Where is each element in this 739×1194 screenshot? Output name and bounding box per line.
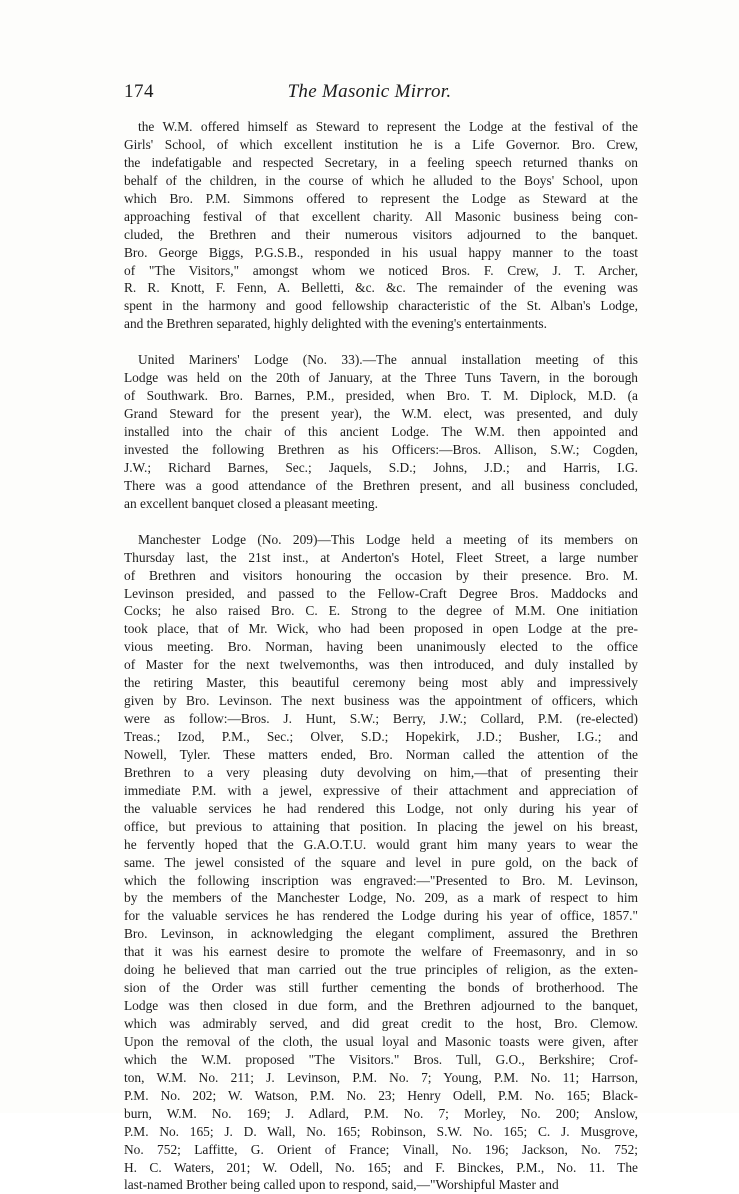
- text-line: of Brethren and visitors honouring the occasion by their presence. Bro. M.: [124, 567, 638, 583]
- text-line: Bro. Levinson, in acknowledging the elegant compliment, assured the Brethren: [124, 926, 638, 942]
- text-line: that it was his earnest desire to promote the welfare of Freemasonry, and in so: [124, 944, 638, 960]
- text-line: Cocks; he also raised Bro. C. E. Strong to the degree of M.M. One initiation: [124, 603, 638, 619]
- text-line: Lodge was held on the 20th of January, at the Three Tuns Tavern, in the borough: [124, 370, 638, 386]
- text-line: vious meeting. Bro. Norman, having been unanimously elected to the office: [124, 639, 638, 655]
- paragraph: [124, 351, 638, 512]
- text-line: given by Bro. Levinson. The next business was the appointment of officers, which: [124, 693, 638, 709]
- text-line: Brethren to a very pleasing duty devolving on him,—that of presenting their: [124, 764, 638, 780]
- text-line: office, but previous to attaining that position. In placing the jewel on his breast,: [124, 818, 638, 834]
- text-line: which Bro. P.M. Simmons offered to represent the Lodge as Steward at the: [124, 190, 638, 206]
- text-line: J.W.; Richard Barnes, Sec.; Jaquels, S.D.; Johns, J.D.; and Harris, I.G.: [124, 459, 638, 475]
- text-line: installed into the chair of this ancient Lodge. The W.M. then appointed and: [124, 424, 638, 439]
- text-line: immediate P.M. with a jewel, expressive of their attachment and appreciation of: [124, 782, 638, 798]
- text-line: Grand Steward for the present year), the W.M. elect, was presented, and duly: [124, 406, 638, 422]
- text-line: took place, that of Mr. Wick, who had been proposed in open Lodge at the pre-: [124, 621, 638, 637]
- text-line: which the following inscription was engraved:—"Presented to Bro. M. Levinson,: [124, 872, 638, 888]
- text-line: Bro. George Biggs, P.G.S.B., responded in his usual happy manner to the toast: [124, 244, 638, 260]
- page-header: [0, 80, 739, 106]
- text-line: and the Brethren separated, highly delighted with the evening's entertainments.: [124, 316, 547, 332]
- text-line: the indefatigable and respected Secretary, in a feeling speech returned thanks on: [124, 154, 638, 170]
- text-line: the W.M. offered himself as Steward to represent the Lodge at the festival of the: [138, 119, 638, 134]
- text-line: No. 752; Laffitte, G. Orient of France; Vinall, No. 196; Jackson, No. 752;: [124, 1141, 638, 1157]
- text-line: behalf of the children, in the course of which he alluded to the Boys' School, upon: [124, 172, 638, 188]
- text-line: he fervently hoped that the G.A.O.T.U. would grant him many years to wear the: [124, 836, 638, 852]
- text-line: spent in the harmony and good fellowship characteristic of the St. Alban's Lodge,: [124, 298, 638, 314]
- text-line: H. C. Waters, 201; W. Odell, No. 165; and F. Binckes, P.M., No. 11. The: [124, 1159, 638, 1175]
- text-line: of Southwark. Bro. Barnes, P.M., presided, when Bro. T. M. Diplock, M.D. (a: [124, 388, 638, 404]
- text-line: approaching festival of that excellent charity. All Masonic business being con-: [124, 208, 638, 224]
- text-line: doing he believed that man carried out the true principles of religion, as the exten-: [124, 962, 638, 978]
- text-line: same. The jewel consisted of the square and level in pure gold, on the back of: [124, 854, 638, 870]
- text-line: Lodge was then closed in due form, and the Brethren adjourned to the banquet,: [124, 998, 638, 1014]
- running-title: The Masonic Mirror.: [287, 81, 452, 102]
- text-line: burn, W.M. No. 169; J. Adlard, P.M. No. 7; Morley, No. 200; Anslow,: [124, 1105, 638, 1121]
- page-number: 174: [124, 81, 154, 102]
- text-line: United Mariners' Lodge (No. 33).—The annual installation meeting of this: [138, 352, 638, 368]
- text-line: Nowell, Tyler. These matters ended, Bro. Norman called the attention of the: [124, 746, 638, 762]
- paragraph: [124, 118, 638, 333]
- text-line: the valuable services he had rendered this Lodge, not only during his year of: [124, 800, 638, 816]
- text-line: last-named Brother being called upon to respond, said,—"Worshipful Master and: [124, 1177, 559, 1193]
- text-line: which was admirably served, and did great credit to the host, Bro. Clemow.: [124, 1016, 638, 1031]
- text-line: which the W.M. proposed "The Visitors." Bros. Tull, G.O., Berkshire; Crof-: [124, 1051, 638, 1067]
- text-line: the retiring Master, this beautiful ceremony being most ably and impressively: [124, 675, 638, 691]
- text-line: cluded, the Brethren and their numerous visitors adjourned to the banquet.: [124, 226, 638, 242]
- text-line: by the members of the Manchester Lodge, No. 209, as a mark of respect to him: [124, 890, 638, 906]
- text-line: were as follow:—Bros. J. Hunt, S.W.; Berry, J.W.; Collard, P.M. (re-elected): [124, 711, 638, 727]
- text-line: Girls' School, of which excellent institution he is a Life Governor. Bro. Crew,: [124, 136, 638, 152]
- text-line: invested the following Brethren as his Officers:—Bros. Allison, S.W.; Cogden,: [124, 441, 638, 457]
- text-line: P.M. No. 202; W. Watson, P.M. No. 23; Henry Odell, P.M. No. 165; Black-: [124, 1087, 638, 1103]
- text-line: There was a good attendance of the Brethren present, and all business concluded,: [124, 477, 638, 493]
- paragraph: [124, 531, 638, 1194]
- text-line: R. R. Knott, F. Fenn, A. Belletti, &c. &c. The remainder of the evening was: [124, 280, 638, 296]
- text-line: ton, W.M. No. 211; J. Levinson, P.M. No. 7; Young, P.M. No. 11; Harrson,: [124, 1069, 638, 1085]
- text-line: Levinson presided, and passed to the Fellow-Craft Degree Bros. Maddocks and: [124, 585, 638, 601]
- text-line: Treas.; Izod, P.M., Sec.; Olver, S.D.; Hopekirk, J.D.; Busher, I.G.; and: [124, 729, 638, 744]
- article-body: [124, 118, 638, 1194]
- text-line: an excellent banquet closed a pleasant meeting.: [124, 495, 378, 511]
- text-line: for the valuable services he has rendered the Lodge during his year of office, 1857.": [124, 908, 638, 924]
- text-line: Manchester Lodge (No. 209)—This Lodge held a meeting of its members on: [138, 531, 638, 547]
- text-line: Thursday last, the 21st inst., at Anderton's Hotel, Fleet Street, a large number: [124, 549, 638, 565]
- text-line: Upon the removal of the cloth, the usual loyal and Masonic toasts were given, after: [124, 1033, 638, 1049]
- text-line: P.M. No. 165; J. D. Wall, No. 165; Robinson, S.W. No. 165; C. J. Musgrove,: [124, 1123, 638, 1139]
- text-line: sion of the Order was still further cementing the bonds of brotherhood. The: [124, 980, 638, 996]
- text-line: of "The Visitors," amongst whom we noticed Bros. F. Crew, J. T. Archer,: [124, 262, 638, 278]
- text-line: of Master for the next twelvemonths, was then introduced, and duly installed by: [124, 657, 638, 673]
